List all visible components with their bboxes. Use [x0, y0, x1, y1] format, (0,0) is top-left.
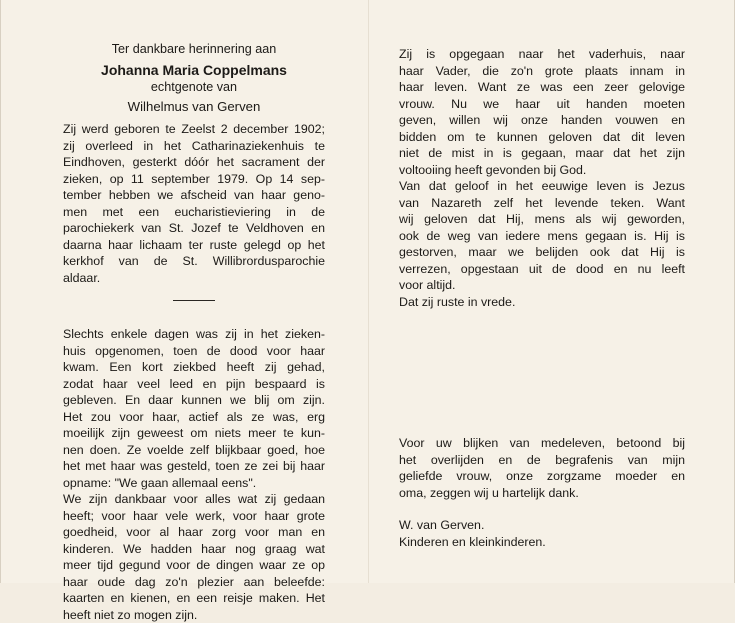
memory-line: heeft; voor haar vele werk, voor haar grote [63, 508, 325, 525]
thanks-line: geliefde vrouw, onze zorgzame moeder en [399, 468, 685, 485]
memory-line: zodat haar veel leed en pijn bespaard is [63, 376, 325, 393]
bio-line: Zij werd geboren te Zeelst 2 december 1902; [63, 121, 325, 138]
faith-line: bidden om te kunnen geloven dat dit leven [399, 129, 685, 146]
memory-paragraph [63, 326, 325, 623]
thanks-paragraph [399, 435, 685, 501]
thanks-line: Voor uw blijken van medeleven, betoond bij [399, 435, 685, 452]
bio-line: daarna haar lichaam ter ruste gelegd op het [63, 237, 325, 254]
thanks-line: het overlijden en de begrafenis van mijn [399, 452, 685, 469]
memory-line: meer tijd gegund voor de dingen waar ze op [63, 557, 325, 574]
thanks-line: oma, zeggen wij u hartelijk dank. [399, 485, 685, 502]
bio-line: aldaar. [63, 270, 325, 287]
spouse-name: Wilhelmus van Gerven [63, 98, 325, 116]
bio-line: Eindhoven, gesterkt dóór het sacrament der [63, 154, 325, 171]
memory-line: nen doen. Ze voelde zelf blijkbaar goed, hoe [63, 442, 325, 459]
bio-line: kerkhof van de St. Willibrordusparochie [63, 253, 325, 270]
faith-line: geven, willen wij onze handen vouwen en [399, 112, 685, 129]
memory-line: kwam. Een kort ziekbed heeft zij gehad, [63, 359, 325, 376]
memory-line: opname: "We gaan allemaal eens". [63, 475, 325, 492]
relation-text: echtgenote van [63, 79, 325, 96]
faith-line: vrouw. Nu we haar uit handen moeten [399, 96, 685, 113]
memory-line: gebleven. En daar kunnen we blij om zijn. [63, 392, 325, 409]
faith-line: Van dat geloof in het eeuwige leven is Jezus [399, 178, 685, 195]
memory-line: goedheid, voor al haar zorg voor man en [63, 524, 325, 541]
faith-line: haar Vader, die zo'n grote plaats innam in [399, 63, 685, 80]
memory-line: haar oude dag zo'n plezier aan beleefde: [63, 574, 325, 591]
signature: W. van Gerven. [399, 517, 685, 534]
memory-line: het met haar was gesteld, toen ze zei bij haar [63, 458, 325, 475]
faith-paragraph [399, 46, 685, 310]
biography [63, 121, 325, 286]
memory-line: huis opgenomen, toen de dood voor haar [63, 343, 325, 360]
memory-line: We zijn dankbaar voor alles wat zij gedaan [63, 491, 325, 508]
memory-line: Slechts enkele dagen was zij in het zieken- [63, 326, 325, 343]
faith-line: wij geloven dat Hij, mens als wij geworden, [399, 211, 685, 228]
faith-line: verrezen, opgestaan uit de dood en nu leeft [399, 261, 685, 278]
faith-line: Zij is opgegaan naar het vaderhuis, naar [399, 46, 685, 63]
memory-line: kaarten en kienen, en een reisje maken. Het [63, 590, 325, 607]
faith-line: voltooiing heeft gevonden bij God. [399, 162, 685, 179]
faith-line: ook de weg van iedere mens gegaan is. Hij is [399, 228, 685, 245]
right-page [399, 46, 685, 550]
bio-line: parochiekerk van St. Jozef te Veldhoven en [63, 220, 325, 237]
bio-line: tember hebben we afscheid van haar geno- [63, 187, 325, 204]
memory-line: heeft niet zo mogen zijn. [63, 607, 325, 623]
faith-line: Dat zij ruste in vrede. [399, 294, 685, 311]
faith-line: van Nazareth zelf het levende teken. Want [399, 195, 685, 212]
faith-line: haar leven. Want ze was een zeer gelovige [399, 79, 685, 96]
left-page [63, 41, 325, 623]
faith-line: gestorven, maar we belijden ook dat Hij is [399, 244, 685, 261]
card-fold [368, 0, 369, 583]
faith-line: voor altijd. [399, 277, 685, 294]
bio-line: men met een eucharistieviering in de [63, 204, 325, 221]
memory-line: Het zou voor haar, actief als ze was, erg [63, 409, 325, 426]
bio-line: zieken, op 11 september 1979. Op 14 sep- [63, 171, 325, 188]
bio-line: zij overleed in het Catharinaziekenhuis te [63, 138, 325, 155]
family-signature: Kinderen en kleinkinderen. [399, 534, 685, 551]
intro-text: Ter dankbare herinnering aan [63, 41, 325, 58]
memory-line: moeilijk zijn geweest om niets meer te kun- [63, 425, 325, 442]
deceased-name: Johanna Maria Coppelmans [63, 61, 325, 79]
faith-line: niet de mist in is gegaan, maar dat het zijn [399, 145, 685, 162]
memory-line: kinderen. We hadden haar nog graag wat [63, 541, 325, 558]
